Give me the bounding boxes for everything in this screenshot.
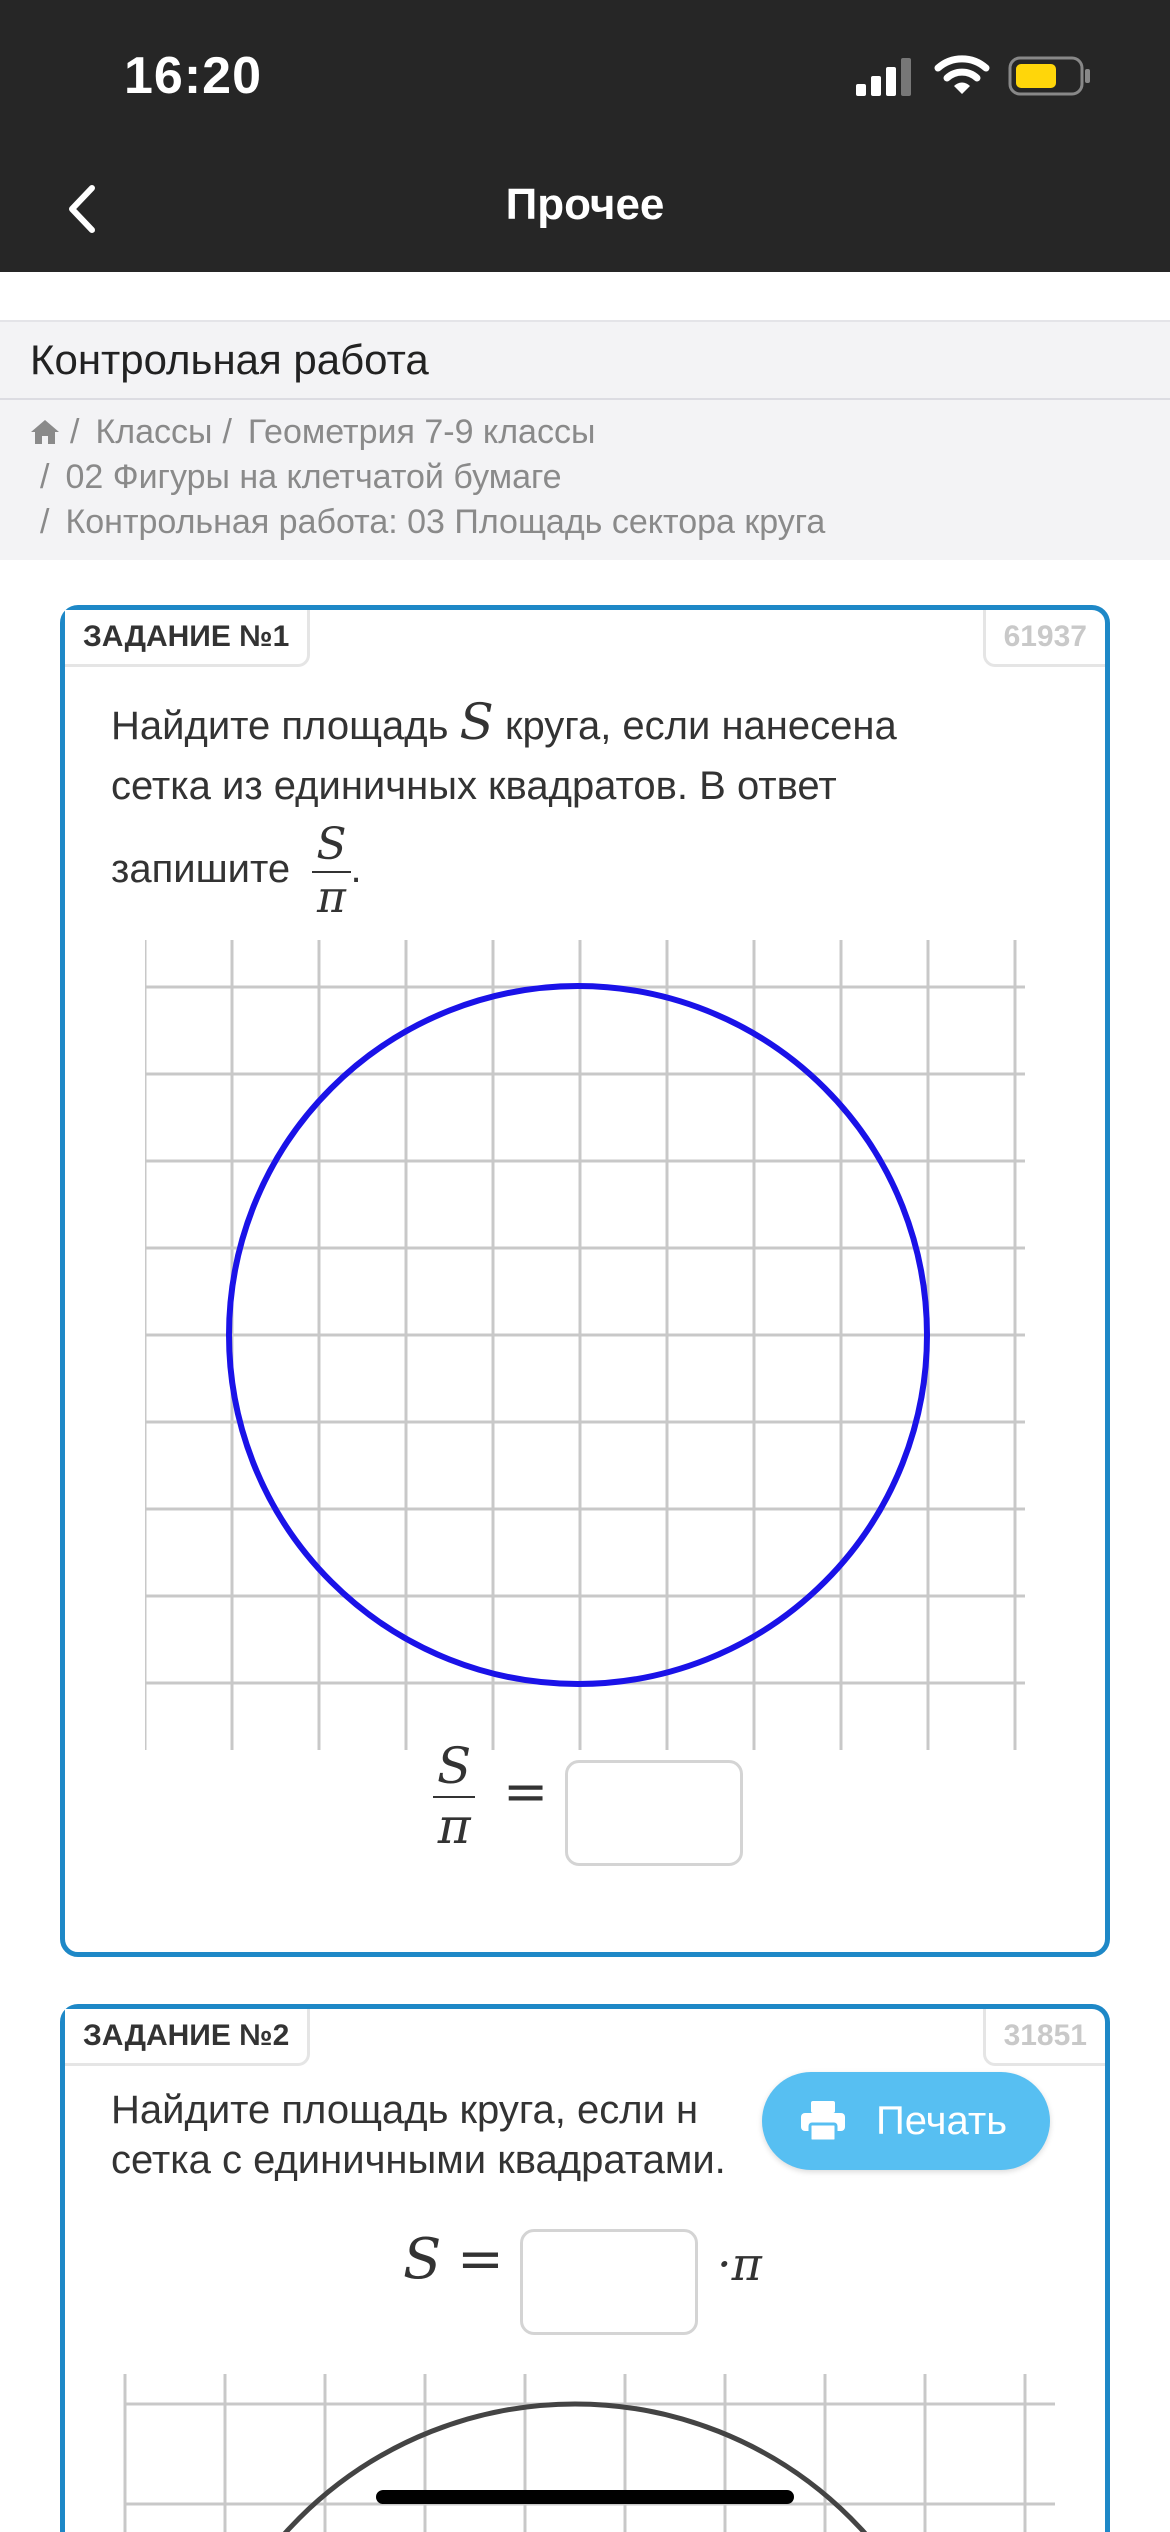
circle-figure — [115, 2374, 1055, 2532]
task-card-1 — [60, 605, 1110, 1957]
circle — [185, 2404, 965, 2532]
task-id: 61937 — [983, 610, 1105, 667]
period: . — [350, 847, 362, 892]
task-id: 31851 — [983, 2009, 1105, 2066]
breadcrumb-item-classes[interactable]: Классы — [95, 413, 213, 451]
task-text-line: сетка из единичных квадратов. В ответ — [111, 764, 837, 808]
grid — [125, 2374, 1055, 2532]
fraction-numerator: S — [312, 820, 350, 873]
task-text-part: запишите — [111, 847, 291, 892]
task-text-line: сетка с единичными квадратами. — [111, 2138, 726, 2182]
math-variable: S — [459, 693, 494, 751]
circle-figure — [145, 940, 1025, 1760]
header-divider — [0, 398, 1170, 400]
wifi-icon — [934, 52, 990, 98]
answer-fraction — [433, 1738, 475, 1855]
breadcrumb-item-test[interactable]: Контрольная работа: 03 Площадь сектора круга — [65, 503, 826, 541]
task-text — [111, 692, 897, 923]
breadcrumb-item-geometry[interactable]: Геометрия 7-9 классы — [247, 413, 596, 451]
cellular-signal-icon — [854, 58, 914, 98]
answer-input[interactable] — [565, 1760, 743, 1866]
navigation-bar — [0, 150, 1170, 272]
fraction-numerator: S — [433, 1738, 475, 1798]
math-variable: S — [403, 2227, 442, 2292]
print-button[interactable] — [762, 2072, 1050, 2170]
status-bar — [0, 0, 1170, 150]
status-time: 16:20 — [124, 47, 262, 105]
task-text — [111, 2085, 726, 2185]
fraction — [312, 820, 350, 923]
fraction-denominator: π — [316, 871, 346, 923]
task-text-line: Найдите площадь круга, если н — [111, 2088, 699, 2132]
battery-icon — [1008, 56, 1092, 96]
pi-suffix: ·π — [717, 2237, 762, 2291]
grid — [145, 940, 1025, 1750]
task-label: ЗАДАНИЕ №2 — [65, 2009, 310, 2066]
page-header — [0, 320, 1170, 560]
home-icon[interactable] — [30, 418, 60, 446]
fraction-denominator: π — [437, 1796, 471, 1855]
breadcrumb-item-grid-figures[interactable]: 02 Фигуры на клетчатой бумаге — [65, 458, 562, 496]
home-indicator — [376, 2490, 794, 2504]
equals-sign: = — [457, 2227, 504, 2292]
task-text-part: Найдите площадь — [111, 704, 449, 748]
printer-icon — [800, 2100, 846, 2142]
task-text-part: круга, если нанесена — [504, 704, 897, 748]
answer-input[interactable] — [520, 2229, 698, 2335]
nav-title: Прочее — [505, 180, 665, 229]
equals-sign: = — [503, 1760, 549, 1823]
breadcrumb: / Классы / Геометрия 7-9 классы / 02 Фигуры на клетчатой бумаге / Контрольная работа: 03 Площадь сектора круга — [30, 410, 825, 545]
task-label: ЗАДАНИЕ №1 — [65, 610, 310, 667]
page-title: Контрольная работа — [30, 336, 429, 383]
print-label: Печать — [876, 2098, 1008, 2143]
